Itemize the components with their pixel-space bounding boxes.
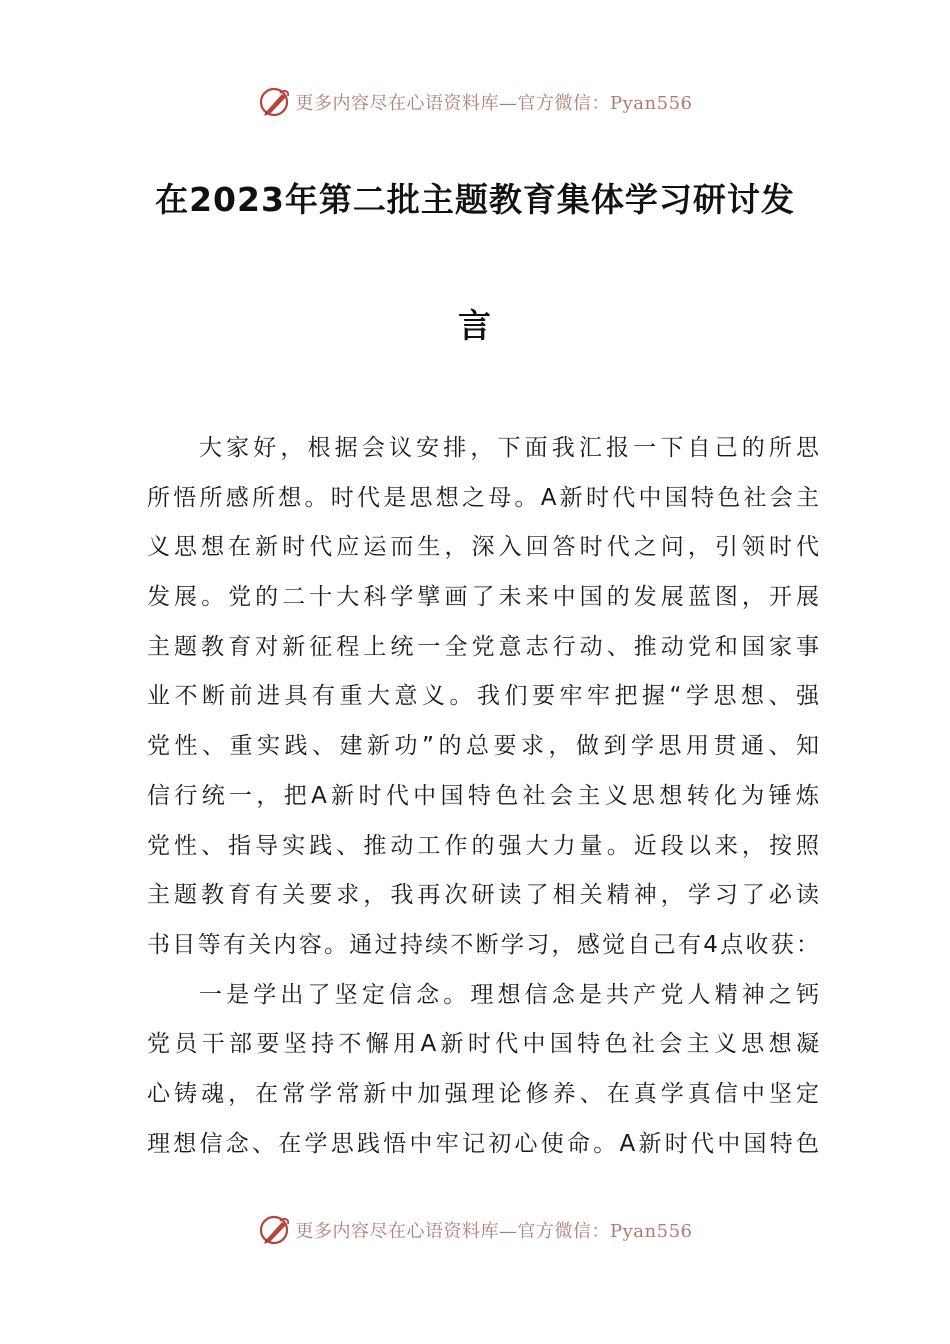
document-title-line-2: 言 [458, 306, 492, 345]
body-line: 主题教育对新征程上统一全党意志行动、推动党和国家事 [147, 633, 819, 660]
body-line: 党性、指导实践、推动工作的强大力量。近段以来，按照 [147, 832, 819, 859]
document-body [147, 424, 819, 1169]
body-line: 发展。党的二十大科学擘画了未来中国的发展蓝图，开展 [147, 584, 819, 611]
pen-logo-icon [258, 85, 292, 119]
document-title-line-1: 在2023年第二批主题教育集体学习研讨发 [155, 180, 795, 219]
body-line: 主题教育有关要求，我再次研读了相关精神，学习了必读 [147, 882, 819, 909]
body-line: 业不断前进具有重大意义。我们要牢牢把握“学思想、强 [147, 683, 819, 710]
body-line: 大家好，根据会议安排，下面我汇报一下自己的所思 [199, 435, 819, 461]
body-line: 党性、重实践、建新功”的总要求，做到学思用贯通、知 [147, 733, 819, 760]
body-line: 一是学出了坚定信念。理想信念是共产党人精神之钙 [199, 981, 819, 1008]
watermark-text: 更多内容尽在心语资料库—官方微信：Pyan556 [295, 93, 693, 114]
body-line: 心铸魂，在常学常新中加强理论修养、在真学真信中坚定 [147, 1080, 819, 1107]
body-line: 所悟所感所想。时代是思想之母。A新时代中国特色社会主 [147, 484, 819, 511]
body-line: 书目等有关内容。通过持续不断学习，感觉自己有4点收获： [147, 931, 819, 958]
body-line: 党员干部要坚持不懈用A新时代中国特色社会主义思想凝 [147, 1031, 819, 1058]
body-line: 义思想在新时代应运而生，深入回答时代之问，引领时代 [147, 534, 819, 561]
pen-logo-icon [258, 1213, 292, 1247]
watermark-header [0, 82, 950, 122]
watermark-footer [0, 1210, 950, 1250]
watermark-text: 更多内容尽在心语资料库—官方微信：Pyan556 [295, 1221, 693, 1242]
body-line: 信行统一，把A新时代中国特色社会主义思想转化为锤炼 [147, 782, 819, 809]
body-line: 理想信念、在学思践悟中牢记初心使命。A新时代中国特色 [147, 1130, 819, 1157]
